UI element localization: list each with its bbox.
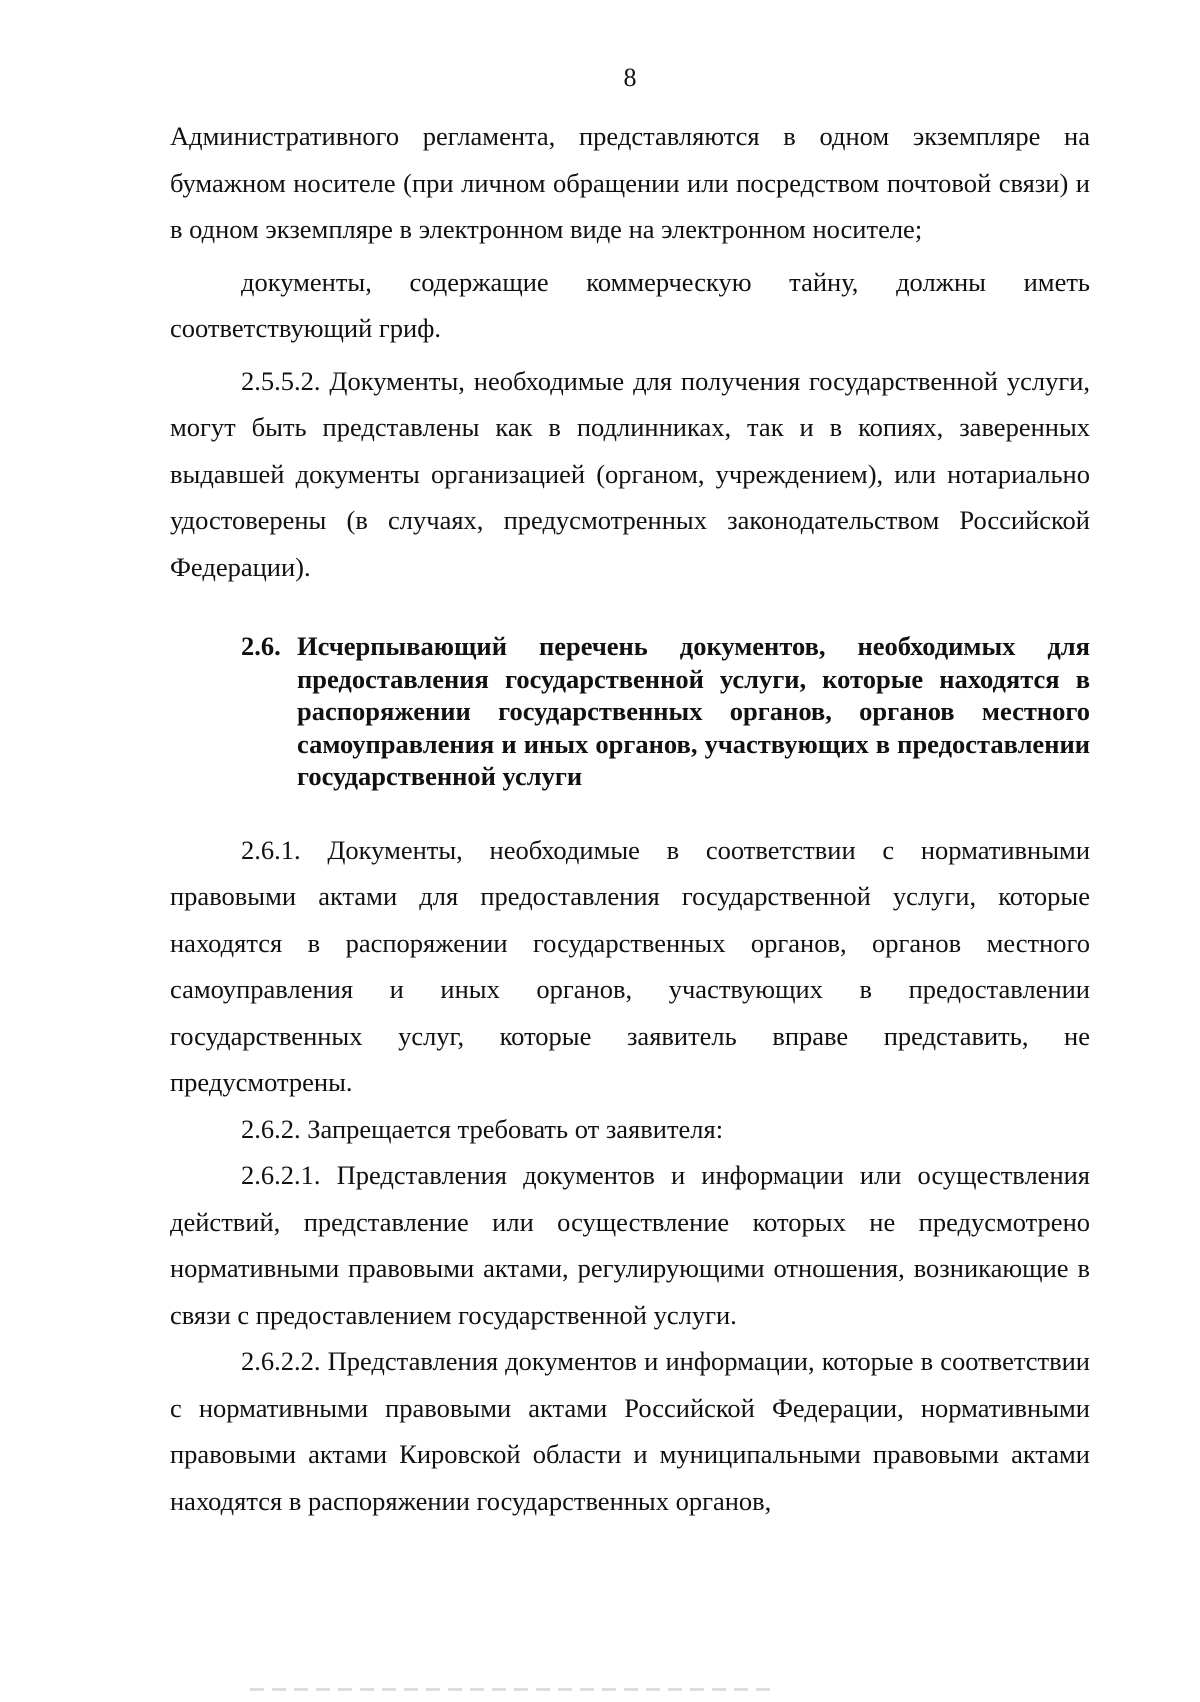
page-number: 8 [623, 63, 637, 92]
scan-artifact-line [250, 1688, 770, 1691]
section-number: 2.6. [241, 631, 281, 661]
paragraph-2-5-5-2: 2.5.5.2. Документы, необходимые для получения государственной услуги, могут быть представлены как в подлинниках, так и в копиях, заверенных выдавшей документы организацией (органом, учреждением), или нотариально удостоверены (в случаях, предусмотренных законодательством Российской Федерации). [170, 365, 1090, 582]
paragraph-commercial-secret: документы, содержащие коммерческую тайну, должны иметь соответствующий гриф. [170, 266, 1090, 343]
paragraph-2-6-2-2: 2.6.2.2. Представления документов и информации, которые в соответствии с нормативными правовыми актами Российской Федерации, нормативными правовыми актами Кировской области и муниципальными правовыми актами находятся в распоряжении государственных органов, [170, 1346, 1090, 1516]
document-body [170, 113, 1090, 1524]
paragraph-continuation: Административного регламента, представляются в одном экземпляре на бумажном носителе (при личном обращении или посредством почтовой связи) и в одном экземпляре в электронном виде на электронном носителе; [170, 121, 1090, 244]
paragraph-2-6-2: 2.6.2. Запрещается требовать от заявителя: [241, 1113, 724, 1144]
paragraph-2-6-1: 2.6.1. Документы, необходимые в соответствии с нормативными правовыми актами для предоставления государственной услуги, которые находятся в распоряжении государственных органов, органов местного самоуправления и иных органов, участвующих в предоставлении государственных услуг, которые заявитель вправе представить, не предусмотрены. [170, 834, 1090, 1097]
section-title: Исчерпывающий перечень документов, необходимых для предоставления государственной услуги, которые находятся в распоряжении государственных органов, органов местного самоуправления и иных органов, участвующих в предоставлении государственной услуги [297, 631, 1090, 791]
paragraph-2-6-2-1: 2.6.2.1. Представления документов и информации или осуществления действий, представление или осуществление которых не предусмотрено нормативными правовыми актами, регулирующими отношения, возникающие в связи с предоставлением государственной услуги. [170, 1160, 1090, 1330]
section-heading [241, 630, 1090, 793]
